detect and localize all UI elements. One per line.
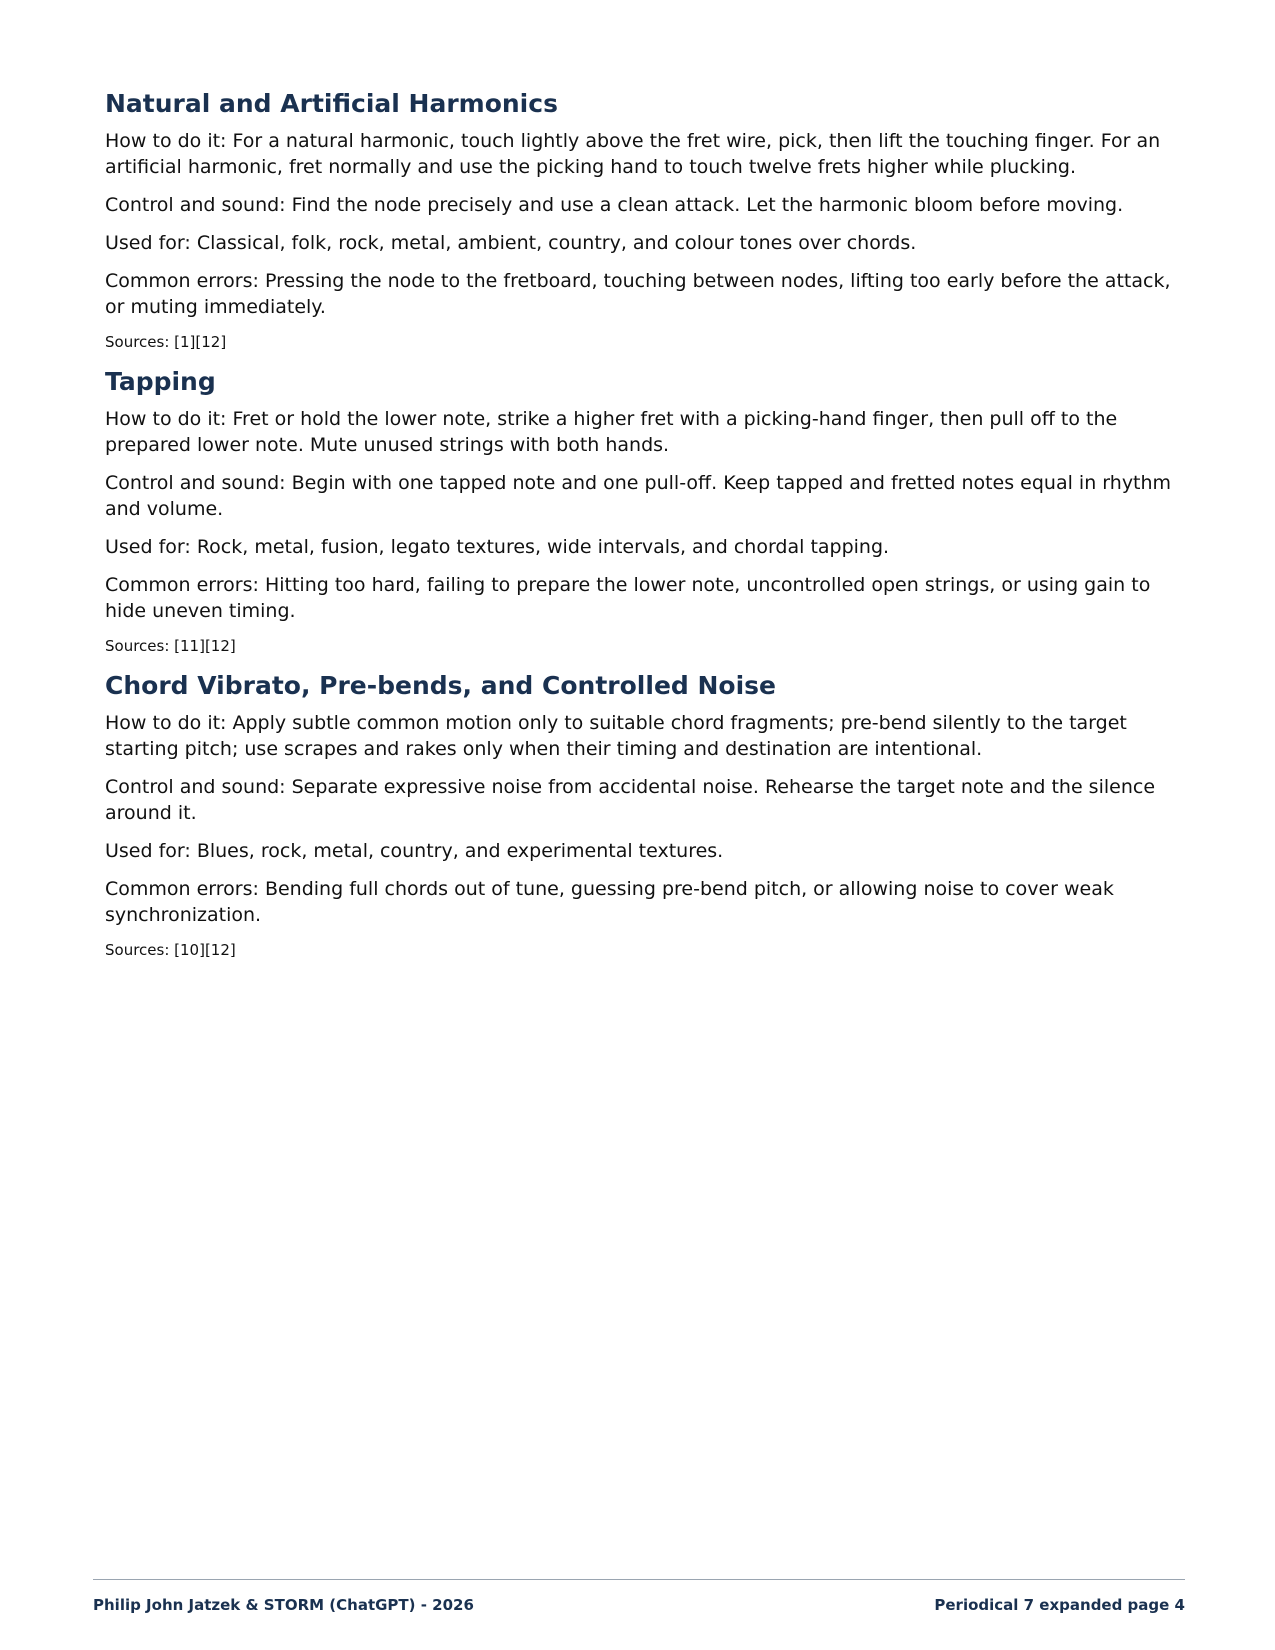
footer-divider: [93, 1579, 1185, 1580]
used-for-paragraph: Used for: Blues, rock, metal, country, and experimental textures.: [105, 840, 724, 862]
sources-line: Sources: [1][12]: [105, 333, 227, 351]
document-body: [105, 86, 1180, 972]
how-to-paragraph: How to do it: Fret or hold the lower note, strike a higher fret with a picking-hand finger, then pull off to the prepared lower note. Mute unused strings with both hands.: [105, 408, 1118, 456]
section-tapping: [105, 364, 1180, 656]
used-for-paragraph: Used for: Rock, metal, fusion, legato textures, wide intervals, and chordal tapping.: [105, 536, 890, 558]
control-paragraph: Control and sound: Find the node precisely and use a clean attack. Let the harmonic bloom before moving.: [105, 194, 1124, 216]
footer-page-label: Periodical 7 expanded page 4: [934, 1596, 1185, 1614]
sources-line: Sources: [11][12]: [105, 637, 236, 655]
section-title: Tapping: [105, 367, 216, 396]
section-harmonics: [105, 86, 1180, 352]
section-title: Chord Vibrato, Pre-bends, and Controlled Noise: [105, 671, 776, 700]
sources-line: Sources: [10][12]: [105, 941, 236, 959]
section-title: Natural and Artificial Harmonics: [105, 89, 558, 118]
common-errors-paragraph: Common errors: Pressing the node to the fretboard, touching between nodes, lifting too early before the attack, or muting immediately.: [105, 270, 1171, 318]
common-errors-paragraph: Common errors: Bending full chords out of tune, guessing pre-bend pitch, or allowing noise to cover weak synchronization.: [105, 878, 1114, 926]
section-chord-vibrato: [105, 668, 1180, 960]
control-paragraph: Control and sound: Begin with one tapped note and one pull-off. Keep tapped and fretted notes equal in rhythm and volume.: [105, 472, 1172, 520]
footer-author: Philip John Jatzek & STORM (ChatGPT) - 2026: [93, 1596, 474, 1614]
used-for-paragraph: Used for: Classical, folk, rock, metal, ambient, country, and colour tones over chords.: [105, 232, 917, 254]
how-to-paragraph: How to do it: For a natural harmonic, touch lightly above the fret wire, pick, then lift the touching finger. For an artificial harmonic, fret normally and use the picking hand to touch twelve frets higher while plucking.: [105, 130, 1161, 178]
how-to-paragraph: How to do it: Apply subtle common motion only to suitable chord fragments; pre-bend silently to the target starting pitch; use scrapes and rakes only when their timing and destination are intentional.: [105, 712, 1127, 760]
control-paragraph: Control and sound: Separate expressive noise from accidental noise. Rehearse the target note and the silence around it.: [105, 776, 1156, 824]
common-errors-paragraph: Common errors: Hitting too hard, failing to prepare the lower note, uncontrolled open strings, or using gain to hide uneven timing.: [105, 574, 1151, 622]
